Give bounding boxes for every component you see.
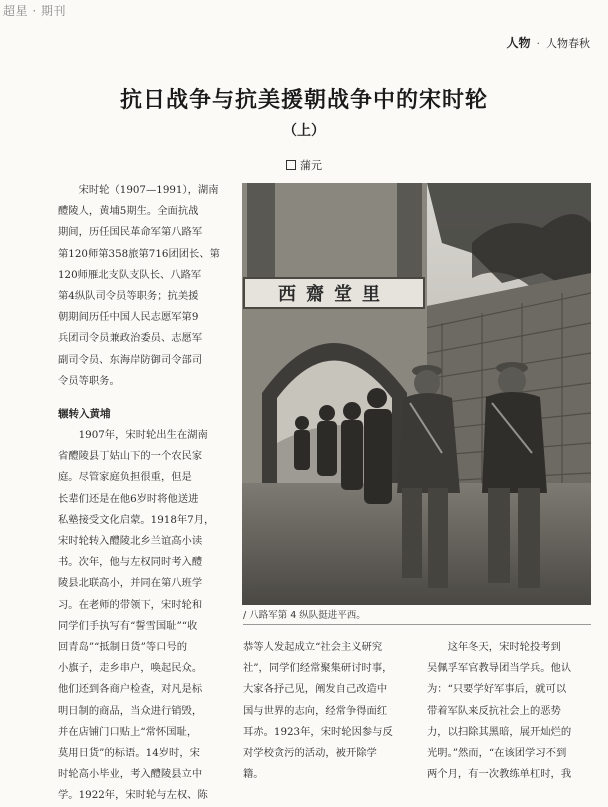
text-line: 国与世界的志向，经常争得面红 [243, 704, 388, 717]
text-line: 醴陵人，黄埔5期生。全面抗战 [58, 205, 199, 218]
text-line: 时轮高小毕业，考入醴陵县立中 [58, 768, 203, 781]
text-line: 私塾接受文化启蒙。1918年7月， [58, 513, 215, 526]
text-line: 这年冬天，宋时轮投考到 [447, 641, 561, 653]
text-line: 习。在老师的带领下，宋时轮和 [58, 598, 203, 611]
text-line: 并在店铺门口贴上“常怀国耻， [58, 725, 198, 738]
intro-paragraph [58, 180, 222, 392]
gate-inscription: 西齋堂里 [278, 284, 390, 305]
text-line: 两个月，有一次教练单杠时，我 [427, 768, 572, 781]
text-line: 他们还到各商户检查，对凡是标 [58, 683, 203, 696]
body-paragraph-1 [58, 425, 222, 807]
text-line: 同学们手执写有“誓雪国耻”“收 [58, 619, 198, 632]
caption-divider [243, 624, 591, 625]
section-separator: · [536, 37, 540, 50]
text-line: 宋时轮（1907—1991），湖南 [78, 184, 219, 196]
text-line: 第4纵队司令员等职务；抗美援 [58, 290, 199, 303]
text-line: 兵团司令员兼政治委员、志愿军 [58, 332, 203, 345]
watermark: 超星 · 期刊 [3, 4, 66, 18]
author-name: 蒲元 [300, 159, 322, 172]
author-box-icon [286, 160, 296, 170]
text-line: 为：“只要学好军事后，就可以 [427, 683, 567, 696]
text-line: 学。1922年，宋时轮与左权、陈 [58, 789, 208, 802]
text-line: 庭。尽管家庭负担很重，但是 [58, 471, 192, 484]
text-line: 籍。 [243, 768, 264, 781]
left-column [58, 180, 222, 807]
text-line: 令员等职务。 [58, 374, 120, 387]
text-line: 1907年，宋时轮出生在湖南 [78, 429, 208, 442]
column-name: 人物春秋 [546, 37, 590, 50]
text-line: 光明。”然而，“在该团学习不到 [427, 747, 567, 760]
section-name: 人物 [506, 36, 531, 50]
text-line: 第120师第358旅第716团团长、第 [58, 247, 220, 260]
section-header [506, 34, 590, 51]
article-title: 抗日战争与抗美援朝战争中的宋时轮 [119, 88, 488, 113]
text-line: 大家各抒己见，阐发自己改造中 [243, 683, 388, 696]
text-line: 书。次年，他与左权同时考入醴 [58, 556, 203, 569]
text-line: 带着军队来反抗社会上的恶势 [427, 704, 561, 717]
text-line: 期间，历任国民革命军第八路军 [58, 226, 203, 239]
section-heading: 辗转入黄埔 [58, 408, 111, 421]
text-line: 120师雁北支队支队长、八路军 [58, 268, 202, 281]
photo-caption: / 八路军第 4 纵队挺进平西。 [243, 610, 366, 621]
text-line: 力，以扫除其黑暗，展开灿烂的 [427, 725, 572, 738]
historical-photo [242, 183, 591, 605]
text-line: 回青岛”“抵制日货”等口号的 [58, 641, 188, 654]
text-line: 小旗子，走乡串户，唤起民众。 [58, 662, 203, 675]
text-line: 明日制的商品，当众进行销毁， [58, 704, 203, 717]
text-line: 省醴陵县丁姑山下的一个农民家 [58, 450, 203, 463]
text-line: 社”，同学们经常聚集研讨时事， [243, 662, 393, 675]
text-line: 长辈们还是在他6岁时将他送进 [58, 492, 199, 505]
text-line: 耳赤。1923年，宋时轮因参与反 [243, 725, 393, 738]
text-line: 对学校贪污的活动，被开除学 [243, 747, 377, 760]
article-author [0, 157, 608, 173]
text-line: 副司令员、东海岸防御司令部司 [58, 353, 203, 366]
text-line: 莫用日货”的标语。14岁时，宋 [58, 747, 200, 760]
article-part: （上） [283, 123, 325, 139]
text-line: 宋时轮转入醴陵北乡兰谊高小读 [58, 535, 203, 548]
middle-column [243, 637, 407, 785]
body-paragraph-3 [427, 637, 591, 785]
photo-illustration [242, 183, 591, 605]
text-line: 吴佩孚军官教导团当学兵。他认 [427, 662, 572, 675]
text-line: 陵县北联高小，并同在第八班学 [58, 577, 203, 590]
text-line: 朝期间历任中国人民志愿军第9 [58, 311, 199, 324]
body-paragraph-2 [243, 637, 407, 785]
right-column [427, 637, 591, 785]
text-line: 恭等人发起成立“社会主义研究 [243, 641, 383, 653]
